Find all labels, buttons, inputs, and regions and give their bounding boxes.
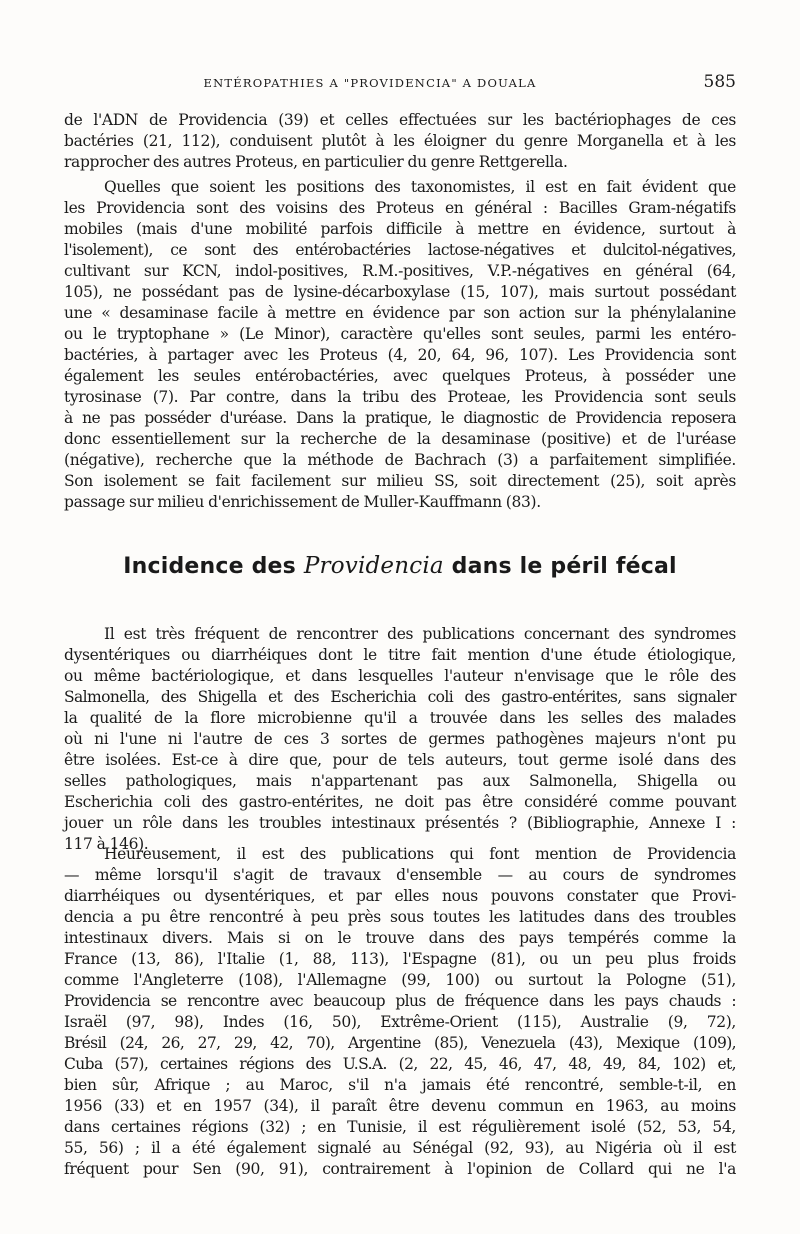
text-line: dencia a pu être rencontré à peu près sous toutes les latitudes dans des troubles <box>64 908 736 926</box>
section-heading-start: Incidence des <box>123 554 304 579</box>
text-line: 105), ne possédant pas de lysine-décarboxylase (15, 107), mais surtout possédant <box>64 283 736 301</box>
text-line: 1956 (33) et en 1957 (34), il paraît être devenu commun en 1963, au moins <box>64 1097 736 1115</box>
text-line: Cuba (57), certaines régions des U.S.A. (2, 22, 45, 46, 47, 48, 49, 84, 102) et, <box>64 1055 736 1073</box>
text-line: être isolées. Est-ce à dire que, pour de tels auteurs, tout germe isolé dans des <box>64 751 736 769</box>
text-line: fréquent pour Sen (90, 91), contrairement à l'opinion de Collard qui ne l'a <box>64 1160 736 1178</box>
text-line: tyrosinase (7). Par contre, dans la tribu des Proteae, les Providencia sont seuls <box>64 388 736 406</box>
running-head-title: ENTÉROPATHIES A "PROVIDENCIA" A DOUALA <box>203 76 537 90</box>
text-line: mobiles (mais d'une mobilité parfois difficile à mettre en évidence, surtout à <box>64 220 736 238</box>
paragraph-taxonomy <box>64 177 736 513</box>
paragraph-geography <box>64 844 736 1180</box>
text-line: bactéries, à partager avec les Proteus (4, 20, 64, 96, 107). Les Providencia sont <box>64 346 736 364</box>
text-line: Escherichia coli des gastro-entérites, ne doit pas être considéré comme pouvant <box>64 793 736 811</box>
text-line: Son isolement se fait facilement sur milieu SS, soit directement (25), soit après <box>64 472 736 490</box>
paragraph-continued <box>64 110 736 173</box>
text-line: Providencia se rencontre avec beaucoup plus de fréquence dans les pays chauds : <box>64 992 736 1010</box>
text-line: Israël (97, 98), Indes (16, 50), Extrême-Orient (115), Australie (9, 72), <box>64 1013 736 1031</box>
text-line: Brésil (24, 26, 27, 29, 42, 70), Argentine (85), Venezuela (43), Mexique (109), <box>64 1034 736 1052</box>
text-line: 55, 56) ; il a été également signalé au Sénégal (92, 93), au Nigéria où il est <box>64 1139 736 1157</box>
text-line: passage sur milieu d'enrichissement de Muller-Kauffmann (83). <box>64 493 541 511</box>
text-line: une « desaminase facile à mettre en évidence par son action sur la phénylalanine <box>64 304 736 322</box>
text-line: bien sûr, Afrique ; au Maroc, s'il n'a jamais été rencontré, semble-t-il, en <box>64 1076 736 1094</box>
text-line: comme l'Angleterre (108), l'Allemagne (99, 100) ou surtout la Pologne (51), <box>64 971 736 989</box>
section-heading-end: dans le péril fécal <box>443 554 677 579</box>
text-line: 117 à 146). <box>64 835 149 853</box>
paragraph-publications <box>64 624 736 855</box>
text-line: à ne pas posséder d'uréase. Dans la pratique, le diagnostic de Providencia reposera <box>64 409 736 427</box>
text-line: également les seules entérobactéries, avec quelques Proteus, à posséder une <box>64 367 736 385</box>
text-line: Il est très fréquent de rencontrer des publications concernant des syndromes <box>104 625 736 643</box>
section-heading <box>64 553 736 587</box>
text-line: selles pathologiques, mais n'appartenant pas aux Salmonella, Shigella ou <box>64 772 736 790</box>
text-line: cultivant sur KCN, indol-positives, R.M.-positives, V.P.-négatives en général (64, <box>64 262 736 280</box>
text-line: ou le tryptophane » (Le Minor), caractère qu'elles sont seules, parmi les entéro- <box>64 325 736 343</box>
text-line: l'isolement), ce sont des entérobactéries lactose-négatives et dulcitol-négatives, <box>64 241 736 259</box>
text-line: de l'ADN de Providencia (39) et celles effectuées sur les bactériophages de ces <box>64 111 736 129</box>
text-line: donc essentiellement sur la recherche de la desaminase (positive) et de l'uréase <box>64 430 736 448</box>
text-line: — même lorsqu'il s'agit de travaux d'ensemble — au cours de syndromes <box>64 866 736 884</box>
running-head <box>64 72 736 98</box>
text-line: rapprocher des autres Proteus, en particulier du genre Rettgerella. <box>64 153 568 171</box>
text-line: intestinaux divers. Mais si on le trouve dans des pays tempérés comme la <box>64 929 736 947</box>
text-line: les Providencia sont des voisins des Proteus en général : Bacilles Gram-négatifs <box>64 199 736 217</box>
text-line: Salmonella, des Shigella et des Escherichia coli des gastro-entérites, sans signaler <box>64 688 736 706</box>
page-number: 585 <box>703 72 736 92</box>
text-line: bactéries (21, 112), conduisent plutôt à les éloigner du genre Morganella et à les <box>64 132 736 150</box>
text-line: la qualité de la flore microbienne qu'il a trouvée dans les selles des malades <box>64 709 736 727</box>
text-line: (négative), recherche que la méthode de Bachrach (3) a parfaitement simplifiée. <box>64 451 736 469</box>
text-line: ou même bactériologique, et dans lesquelles l'auteur n'envisage que le rôle des <box>64 667 736 685</box>
text-line: France (13, 86), l'Italie (1, 88, 113), l'Espagne (81), ou un peu plus froids <box>64 950 736 968</box>
text-line: dysentériques ou diarrhéiques dont le titre fait mention d'une étude étiologique, <box>64 646 736 664</box>
text-line: diarrhéiques ou dysentériques, et par elles nous pouvons constater que Provi- <box>64 887 736 905</box>
text-line: Quelles que soient les positions des taxonomistes, il est en fait évident que <box>104 178 736 196</box>
section-heading-italic: Providencia <box>303 553 444 579</box>
text-line: dans certaines régions (32) ; en Tunisie, il est régulièrement isolé (52, 53, 54, <box>64 1118 736 1136</box>
text-line: Heureusement, il est des publications qui font mention de Providencia <box>104 845 736 863</box>
text-line: où ni l'une ni l'autre de ces 3 sortes de germes pathogènes majeurs n'ont pu <box>64 730 736 748</box>
text-line: jouer un rôle dans les troubles intestinaux présentés ? (Bibliographie, Annexe I : <box>64 814 736 832</box>
